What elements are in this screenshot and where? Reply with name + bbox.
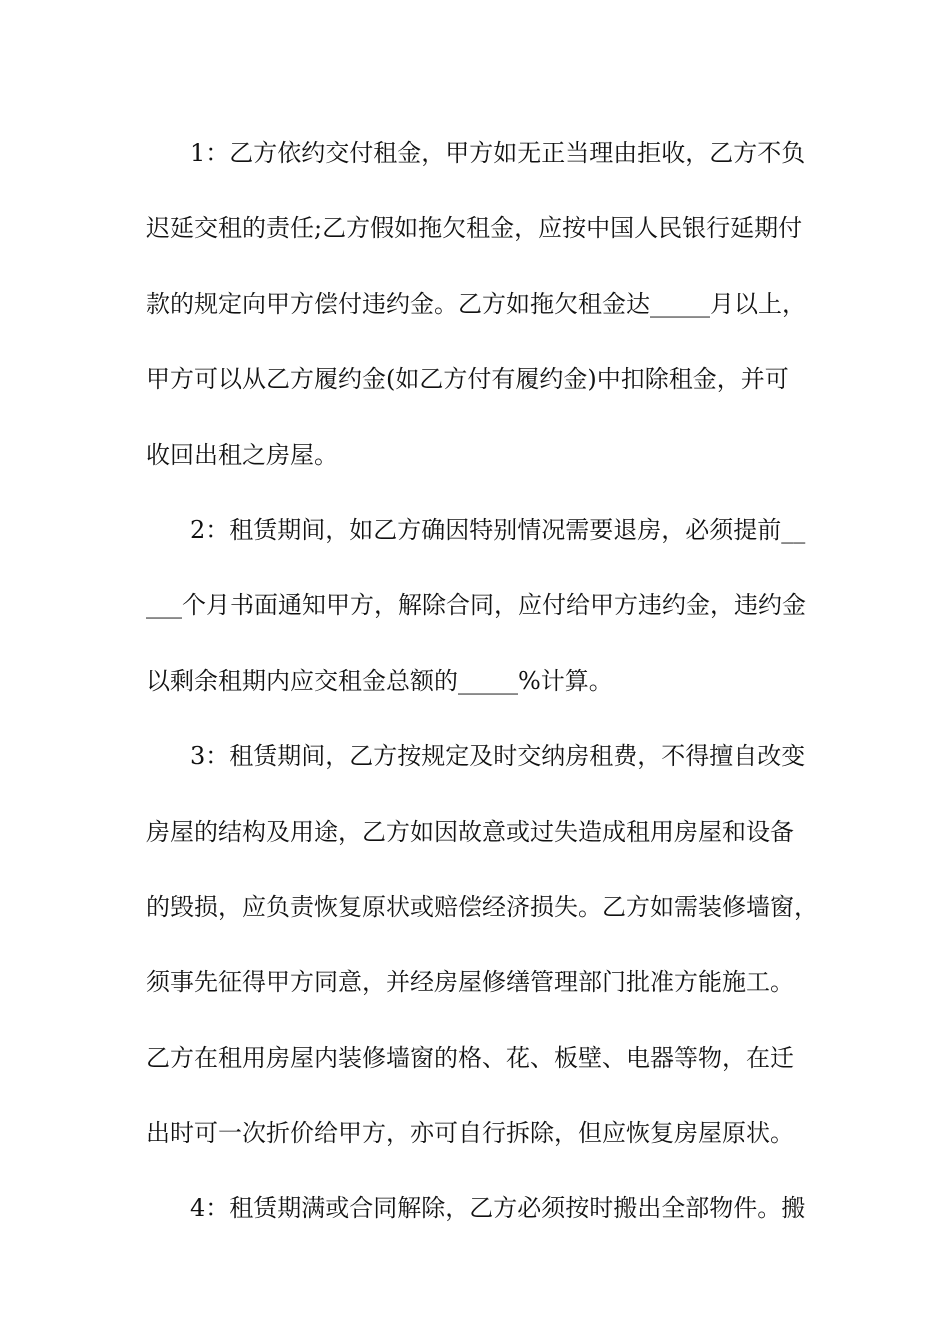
text-line: 出时可一次折价给甲方，亦可自行拆除，但应恢复房屋原状。 [146,1119,794,1148]
text-line: 款的规定向甲方偿付违约金。乙方如拖欠租金达_____月以上， [146,289,806,318]
text-line: 迟延交租的责任;乙方假如拖欠租金，应按中国人民银行延期付 [146,214,803,243]
text-line: 以剩余租期内应交租金总额的_____%计算。 [146,666,613,695]
text-line: 2：租赁期间，如乙方确因特别情况需要退房，必须提前__ [190,515,806,544]
text-line: 的毁损，应负责恢复原状或赔偿经济损失。乙方如需装修墙窗， [146,892,818,921]
contract-text-body [146,133,826,1264]
text-line: ___个月书面通知甲方，解除合同，应付给甲方违约金，违约金 [146,591,806,620]
text-line: 1：乙方依约交付租金，甲方如无正当理由拒收，乙方不负 [190,139,806,167]
text-line: 乙方在租用房屋内装修墙窗的格、花、板壁、电器等物，在迁 [146,1043,794,1072]
text-line: 3：租赁期间，乙方按规定及时交纳房租费，不得擅自改变 [190,742,806,771]
text-line: 须事先征得甲方同意，并经房屋修缮管理部门批准方能施工。 [146,968,794,997]
text-line: 收回出租之房屋。 [146,440,338,469]
text-line: 房屋的结构及用途，乙方如因故意或过失造成租用房屋和设备 [146,817,794,846]
text-line: 4：租赁期满或合同解除，乙方必须按时搬出全部物件。搬 [190,1194,806,1223]
text-line: 甲方可以从乙方履约金(如乙方付有履约金)中扣除租金，并可 [146,365,789,394]
